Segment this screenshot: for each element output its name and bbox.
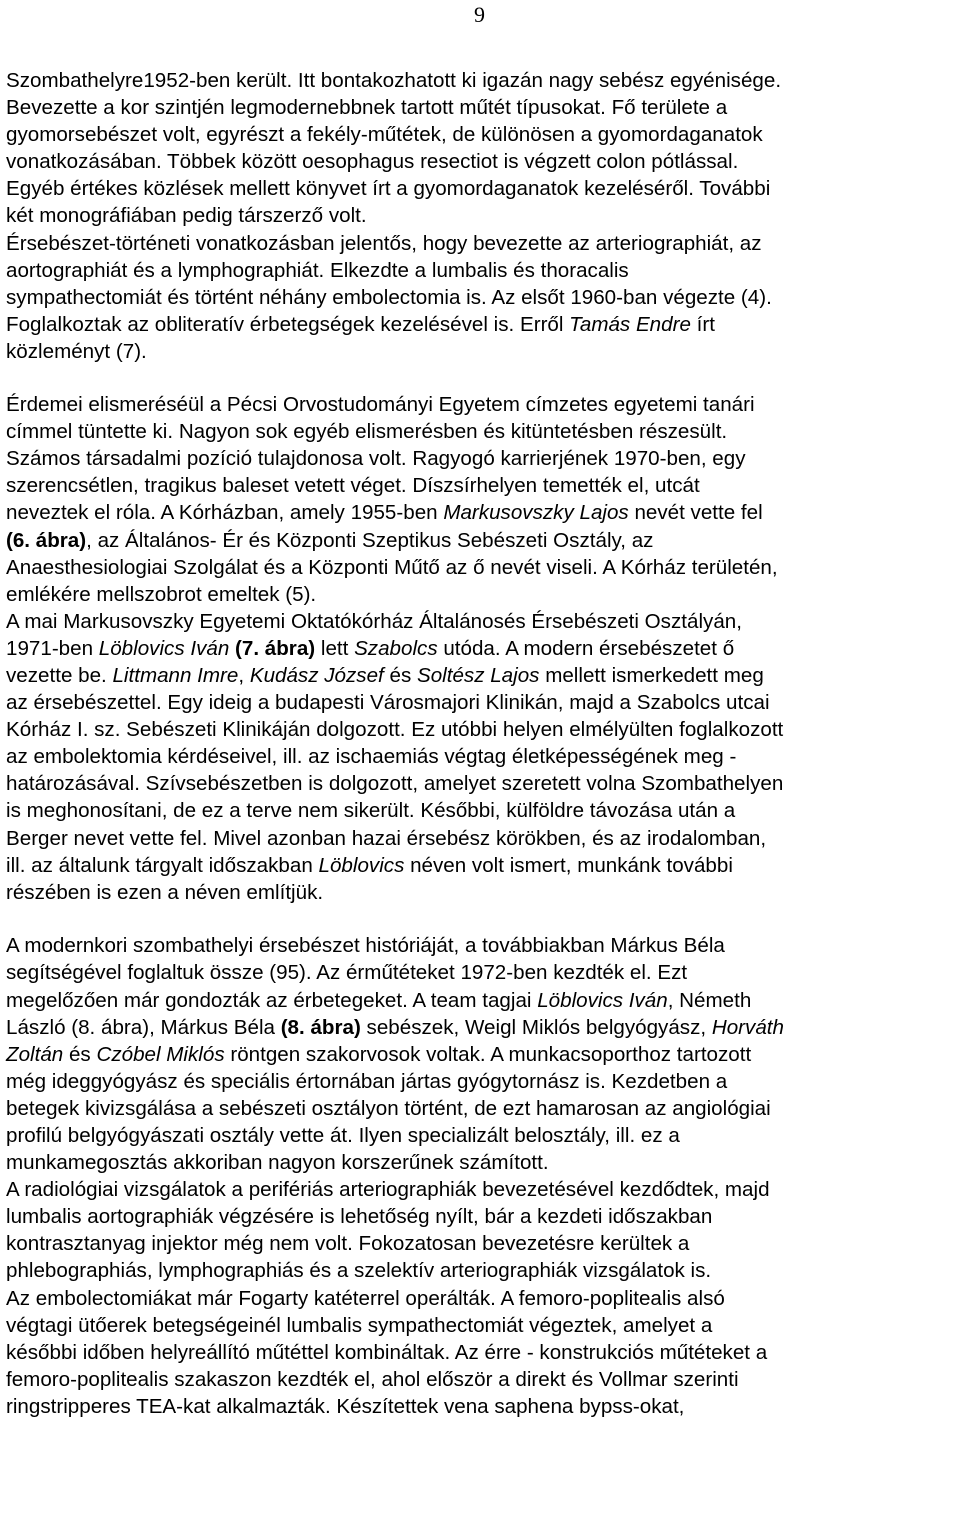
text-line	[6, 257, 960, 284]
text-line	[6, 1257, 960, 1284]
text-run: is meghonosítani, de ez a terve nem sikerült. Későbbi, külföldre távozása után a	[6, 799, 736, 823]
text-line	[6, 987, 960, 1014]
text-run: ringstripperes TEA-kat alkalmazták. Készítettek vena saphena bypss-okat,	[6, 1394, 685, 1418]
text-line	[6, 608, 960, 635]
text-line	[6, 1176, 960, 1203]
text-run: Kórház I. sz. Sebészeti Klinikáján dolgozott. Ez utóbbi helyen elmélyülten foglalkozott	[6, 718, 784, 742]
text-line	[6, 1122, 960, 1149]
text-line	[6, 284, 960, 311]
text-line	[6, 1393, 960, 1420]
text-run: Érsebészet-történeti vonatkozásban jelentős, hogy bevezette az arteriographiát, az	[6, 231, 762, 255]
figure-reference: (8. ábra)	[280, 1015, 361, 1039]
text-run: Szombathelyre1952-ben került. Itt bontakozhatott ki igazán nagy sebész egyénisége.	[6, 69, 782, 92]
text-run: nevét vette fel	[628, 501, 763, 525]
text-run: két monográfiában pedig társzerző volt.	[6, 204, 367, 228]
text-run: Berger nevet vette fel. Mivel azonban hazai érsebész körökben, és az irodalomban,	[6, 826, 767, 850]
document-body	[6, 67, 960, 1420]
person-name: Czóbel Miklós	[96, 1042, 225, 1066]
text-run: határozásával. Szívsebészetben is dolgozott, amelyet szeretett volna Szombathelyen	[6, 772, 784, 796]
text-run: Bevezette a kor szintjén legmodernebbnek tartott műtét típusokat. Fő területe a	[6, 96, 728, 120]
text-line	[6, 716, 960, 743]
text-run: phlebographiás, lymphographiás és a szelektív arteriographiák vizsgálatok is.	[6, 1259, 712, 1283]
text-line	[6, 1041, 960, 1068]
text-run: utóda. A modern érsebészetet ő	[437, 636, 735, 660]
text-line	[6, 499, 960, 526]
person-name: Horváth	[711, 1015, 784, 1039]
text-line	[6, 662, 960, 689]
text-run: gyomorsebészet volt, egyrészt a fekély-műtétek, de különösen a gyomordaganatok	[6, 123, 763, 147]
text-line	[6, 879, 960, 906]
text-run: Számos társadalmi pozíció tulajdonosa volt. Ragyogó karrierjének 1970-ben, egy	[6, 447, 746, 471]
text-run: femoro-poplitealis szakaszon kezdték el, ahol először a direkt és Vollmar szerinti	[6, 1367, 739, 1391]
text-line	[6, 527, 960, 554]
text-line	[6, 338, 960, 365]
text-run: címmel tüntette ki. Nagyon sok egyéb elismerésben és kitüntetésben részesült.	[6, 420, 728, 444]
text-run: és	[383, 663, 417, 687]
text-line	[6, 852, 960, 879]
text-run: Az embolectomiákat már Fogarty katéterrel operálták. A femoro-poplitealis alsó	[6, 1286, 725, 1310]
person-name: Kudász József	[249, 663, 384, 687]
text-line	[6, 311, 960, 338]
text-run: László (8. ábra), Márkus Béla	[6, 1015, 281, 1039]
text-line	[6, 1014, 960, 1041]
text-run: vonatkozásában. Többek között oesophagus resectiot is végzett colon pótlással.	[6, 150, 739, 174]
text-run: az érsebészettel. Egy ideig a budapesti Városmajori Klinikán, majd a Szabolcs utcai	[6, 691, 770, 715]
text-run: aortographiát és a lymphographiát. Elkezdte a lumbalis és thoracalis	[6, 258, 629, 282]
text-run: sympathectomiát és történt néhány embolectomia is. Az elsőt 1960-ban végezte (4).	[6, 285, 772, 309]
text-line	[6, 770, 960, 797]
text-run: Egyéb értékes közlések mellett könyvet írt a gyomordaganatok kezeléséről. További	[6, 177, 771, 201]
text-line	[6, 554, 960, 581]
text-line	[6, 1203, 960, 1230]
text-run: az embolektomia kérdéseivel, ill. az ischaemiás végtag életképességének meg -	[6, 745, 737, 769]
text-line	[6, 418, 960, 445]
text-run: részében is ezen a néven említjük.	[6, 880, 324, 904]
person-name: Löblovics Iván	[98, 636, 230, 660]
text-line	[6, 1285, 960, 1312]
text-run: mellett ismerkedett meg	[539, 663, 764, 687]
text-line	[6, 1068, 960, 1095]
text-run: megelőzően már gondozták az érbetegeket. A team tagjai	[6, 988, 538, 1012]
text-line	[6, 175, 960, 202]
person-name: Littmann Imre	[112, 663, 239, 687]
person-name: Löblovics Iván	[537, 988, 668, 1012]
author-name: Tamás Endre	[569, 312, 691, 336]
paragraph-3	[6, 932, 960, 1420]
person-name: Löblovics	[318, 853, 405, 877]
text-line	[6, 932, 960, 959]
text-run: néven volt ismert, munkánk további	[404, 853, 733, 877]
text-line	[6, 148, 960, 175]
text-line	[6, 1366, 960, 1393]
text-line	[6, 1339, 960, 1366]
text-line	[6, 1095, 960, 1122]
text-run: neveztek el róla. A Kórházban, amely 1955-ben	[6, 501, 444, 525]
text-run: betegek kivizsgálása a sebészeti osztályon történt, de ezt hamarosan az angiológiai	[6, 1096, 771, 1120]
text-line	[6, 391, 960, 418]
paragraph-2	[6, 391, 960, 906]
text-run: A radiológiai vizsgálatok a perifériás arteriographiák bevezetésével kezdődtek, majd	[6, 1178, 770, 1202]
text-run: kontrasztanyag injektor még nem volt. Fokozatosan bevezetésre kerültek a	[6, 1232, 690, 1256]
text-run: 1971-ben	[6, 636, 99, 660]
text-run: profilú belgyógyászati osztály vette át. Ilyen specializált belosztály, ill. ez a	[6, 1123, 680, 1147]
text-run: röntgen szakorvosok voltak. A munkacsoporthoz tartozott	[224, 1042, 752, 1066]
text-run: közleményt (7).	[6, 339, 147, 363]
text-run: ,	[238, 663, 250, 687]
text-line	[6, 94, 960, 121]
person-name: Soltész Lajos	[416, 663, 540, 687]
text-run: Foglalkoztak az obliteratív érbetegségek kezelésével is. Erről	[6, 312, 570, 336]
figure-reference: (6. ábra)	[6, 528, 87, 552]
text-run: Anaesthesiologiai Szolgálat és a Központi Műtő az ő nevét viseli. A Kórház területén,	[6, 555, 778, 579]
page-number: 9	[474, 2, 485, 27]
text-run: A mai Markusovszky Egyetemi Oktatókórház Általánosés Érsebészeti Osztályán,	[6, 609, 742, 633]
text-line	[6, 797, 960, 824]
text-run: A modernkori szombathelyi érsebészet históriáját, a továbbiakban Márkus Béla	[6, 934, 725, 958]
text-line	[6, 67, 960, 94]
text-run: vezette be.	[6, 663, 113, 687]
figure-reference: (7. ábra)	[235, 636, 316, 660]
text-run: , az Általános- Ér és Központi Szeptikus Sebészeti Osztály, az	[86, 528, 654, 552]
text-line	[6, 689, 960, 716]
text-line	[6, 1312, 960, 1339]
text-run: lett	[315, 636, 355, 660]
person-name: Szabolcs	[354, 636, 438, 660]
text-line	[6, 581, 960, 608]
text-run: és	[63, 1042, 97, 1066]
text-line	[6, 230, 960, 257]
text-run: ill. az általunk tárgyalt időszakban	[6, 853, 319, 877]
text-line	[6, 202, 960, 229]
text-line	[6, 825, 960, 852]
text-run: lumbalis aortographiák végzésére is lehetőség nyílt, bár a kezdeti időszakban	[6, 1205, 713, 1229]
text-run: sebészek, Weigl Miklós belgyógyász,	[360, 1015, 712, 1039]
text-run: még ideggyógyász és speciális értornában jártas gyógytornász is. Kezdetben a	[6, 1069, 728, 1093]
text-line	[6, 121, 960, 148]
paragraph-1	[6, 67, 960, 365]
person-name: Markusovszky Lajos	[443, 501, 629, 525]
text-run: munkamegosztás akkoriban nagyon korszerűnek számított.	[6, 1151, 549, 1175]
text-line	[6, 445, 960, 472]
text-line	[6, 1149, 960, 1176]
text-line	[6, 635, 960, 662]
text-run: , Németh	[667, 988, 752, 1012]
text-line	[6, 1230, 960, 1257]
text-run: végtagi ütőerek betegségeinél lumbalis sympathectomiát végeztek, amelyet a	[6, 1313, 713, 1337]
person-name: Zoltán	[6, 1042, 64, 1066]
text-run: írt	[690, 312, 715, 336]
text-line	[6, 743, 960, 770]
text-run: szerencsétlen, tragikus baleset vetett véget. Díszsírhelyen temették el, utcát	[6, 474, 700, 498]
text-line	[6, 472, 960, 499]
text-run: későbbi időben helyreállító műtéttel kombináltak. Az érre - konstrukciós műtéteket a	[6, 1340, 768, 1364]
text-run: emlékére mellszobrot emeltek (5).	[6, 582, 317, 606]
text-run: segítségével foglaltuk össze (95). Az érműtéteket 1972-ben kezdték el. Ezt	[6, 961, 688, 985]
text-run: Érdemei elismeréséül a Pécsi Orvostudományi Egyetem címzetes egyetemi tanári	[6, 393, 755, 417]
text-line	[6, 959, 960, 986]
